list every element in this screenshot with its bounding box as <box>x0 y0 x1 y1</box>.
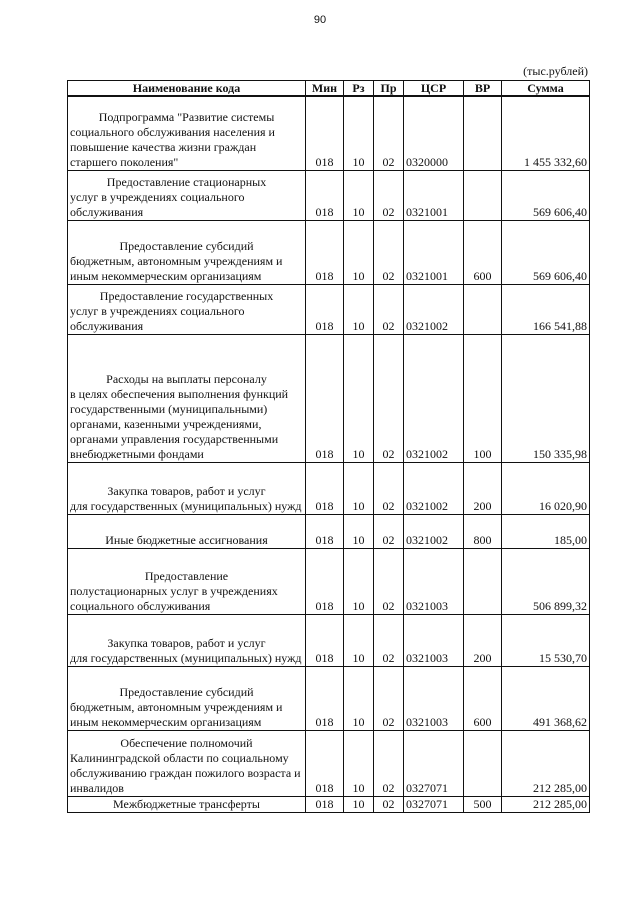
row-vr: 200 <box>464 614 502 666</box>
row-csr: 0321003 <box>404 614 464 666</box>
row-min: 018 <box>306 796 344 812</box>
row-vr <box>464 284 502 334</box>
table-row <box>68 462 590 514</box>
row-vr: 600 <box>464 220 502 284</box>
row-name: Предоставление стационарных услуг в учреждениях социального обслуживания <box>68 170 306 220</box>
row-pr: 02 <box>374 170 404 220</box>
table-row <box>68 220 590 284</box>
row-csr: 0321003 <box>404 548 464 614</box>
row-pr: 02 <box>374 284 404 334</box>
row-csr: 0321001 <box>404 220 464 284</box>
row-rz: 10 <box>344 170 374 220</box>
row-rz: 10 <box>344 730 374 796</box>
header-min: Мин <box>306 81 344 97</box>
table-row <box>68 96 590 170</box>
row-pr: 02 <box>374 514 404 548</box>
row-rz: 10 <box>344 666 374 730</box>
row-min: 018 <box>306 284 344 334</box>
row-pr: 02 <box>374 462 404 514</box>
row-name: Закупка товаров, работ и услуг для государственных (муниципальных) нужд <box>68 614 306 666</box>
header-rz: Рз <box>344 81 374 97</box>
table-row <box>68 548 590 614</box>
row-rz: 10 <box>344 284 374 334</box>
row-csr: 0321002 <box>404 284 464 334</box>
row-vr: 800 <box>464 514 502 548</box>
row-pr: 02 <box>374 96 404 170</box>
row-sum: 491 368,62 <box>502 666 590 730</box>
row-pr: 02 <box>374 220 404 284</box>
row-sum: 212 285,00 <box>502 796 590 812</box>
row-min: 018 <box>306 614 344 666</box>
row-min: 018 <box>306 514 344 548</box>
table-row <box>68 614 590 666</box>
header-csr: ЦСР <box>404 81 464 97</box>
row-rz: 10 <box>344 514 374 548</box>
row-csr: 0321003 <box>404 666 464 730</box>
table-row <box>68 170 590 220</box>
row-min: 018 <box>306 666 344 730</box>
row-pr: 02 <box>374 666 404 730</box>
row-min: 018 <box>306 462 344 514</box>
row-min: 018 <box>306 334 344 462</box>
row-min: 018 <box>306 220 344 284</box>
row-name: Межбюджетные трансферты <box>68 796 306 812</box>
row-min: 018 <box>306 96 344 170</box>
table-row <box>68 796 590 812</box>
row-csr: 0321002 <box>404 334 464 462</box>
row-vr <box>464 548 502 614</box>
row-sum: 1 455 332,60 <box>502 96 590 170</box>
row-name: Подпрограмма "Развитие системы социального обслуживания населения и повышение качества жизни граждан старшего поколения" <box>68 96 306 170</box>
row-vr: 600 <box>464 666 502 730</box>
table-row <box>68 514 590 548</box>
row-rz: 10 <box>344 548 374 614</box>
row-sum: 16 020,90 <box>502 462 590 514</box>
row-name: Закупка товаров, работ и услуг для государственных (муниципальных) нужд <box>68 462 306 514</box>
row-name: Обеспечение полномочий Калининградской области по социальному обслуживанию граждан пожилого возраста и инвалидов <box>68 730 306 796</box>
table-row <box>68 284 590 334</box>
row-name: Предоставление полустационарных услуг в учреждениях социального обслуживания <box>68 548 306 614</box>
table-row <box>68 666 590 730</box>
row-sum: 506 899,32 <box>502 548 590 614</box>
row-csr: 0327071 <box>404 796 464 812</box>
page-number: 90 <box>313 14 327 26</box>
row-name: Предоставление государственных услуг в учреждениях социального обслуживания <box>68 284 306 334</box>
budget-table <box>67 80 590 813</box>
row-pr: 02 <box>374 614 404 666</box>
table-row <box>68 730 590 796</box>
row-rz: 10 <box>344 462 374 514</box>
header-vr: ВР <box>464 81 502 97</box>
row-rz: 10 <box>344 96 374 170</box>
header-pr: Пр <box>374 81 404 97</box>
row-pr: 02 <box>374 796 404 812</box>
row-pr: 02 <box>374 334 404 462</box>
table-row <box>68 334 590 462</box>
header-name: Наименование кода <box>68 81 306 97</box>
row-vr: 200 <box>464 462 502 514</box>
row-rz: 10 <box>344 220 374 284</box>
row-min: 018 <box>306 170 344 220</box>
row-name: Расходы на выплаты персоналу в целях обеспечения выполнения функций государственными (муниципальными) органами, казенными учреждениями, органами управления государственными внебюджетными фондами <box>68 334 306 462</box>
units-label: (тыс.рублей) <box>523 64 588 78</box>
row-csr: 0321002 <box>404 462 464 514</box>
row-rz: 10 <box>344 334 374 462</box>
row-sum: 166 541,88 <box>502 284 590 334</box>
row-csr: 0321002 <box>404 514 464 548</box>
row-sum: 569 606,40 <box>502 220 590 284</box>
row-name: Предоставление субсидий бюджетным, автономным учреждениям и иным некоммерческим организациям <box>68 220 306 284</box>
row-min: 018 <box>306 730 344 796</box>
row-sum: 15 530,70 <box>502 614 590 666</box>
row-pr: 02 <box>374 548 404 614</box>
row-sum: 185,00 <box>502 514 590 548</box>
row-pr: 02 <box>374 730 404 796</box>
row-csr: 0327071 <box>404 730 464 796</box>
row-sum: 150 335,98 <box>502 334 590 462</box>
row-min: 018 <box>306 548 344 614</box>
row-csr: 0321001 <box>404 170 464 220</box>
row-csr: 0320000 <box>404 96 464 170</box>
row-vr: 100 <box>464 334 502 462</box>
row-vr <box>464 170 502 220</box>
row-name: Предоставление субсидий бюджетным, автономным учреждениям и иным некоммерческим организациям <box>68 666 306 730</box>
row-vr: 500 <box>464 796 502 812</box>
row-vr <box>464 730 502 796</box>
row-sum: 569 606,40 <box>502 170 590 220</box>
row-name: Иные бюджетные ассигнования <box>68 514 306 548</box>
row-vr <box>464 96 502 170</box>
header-sum: Сумма <box>502 81 590 97</box>
row-rz: 10 <box>344 796 374 812</box>
row-sum: 212 285,00 <box>502 730 590 796</box>
table-header-row <box>68 81 590 97</box>
row-rz: 10 <box>344 614 374 666</box>
